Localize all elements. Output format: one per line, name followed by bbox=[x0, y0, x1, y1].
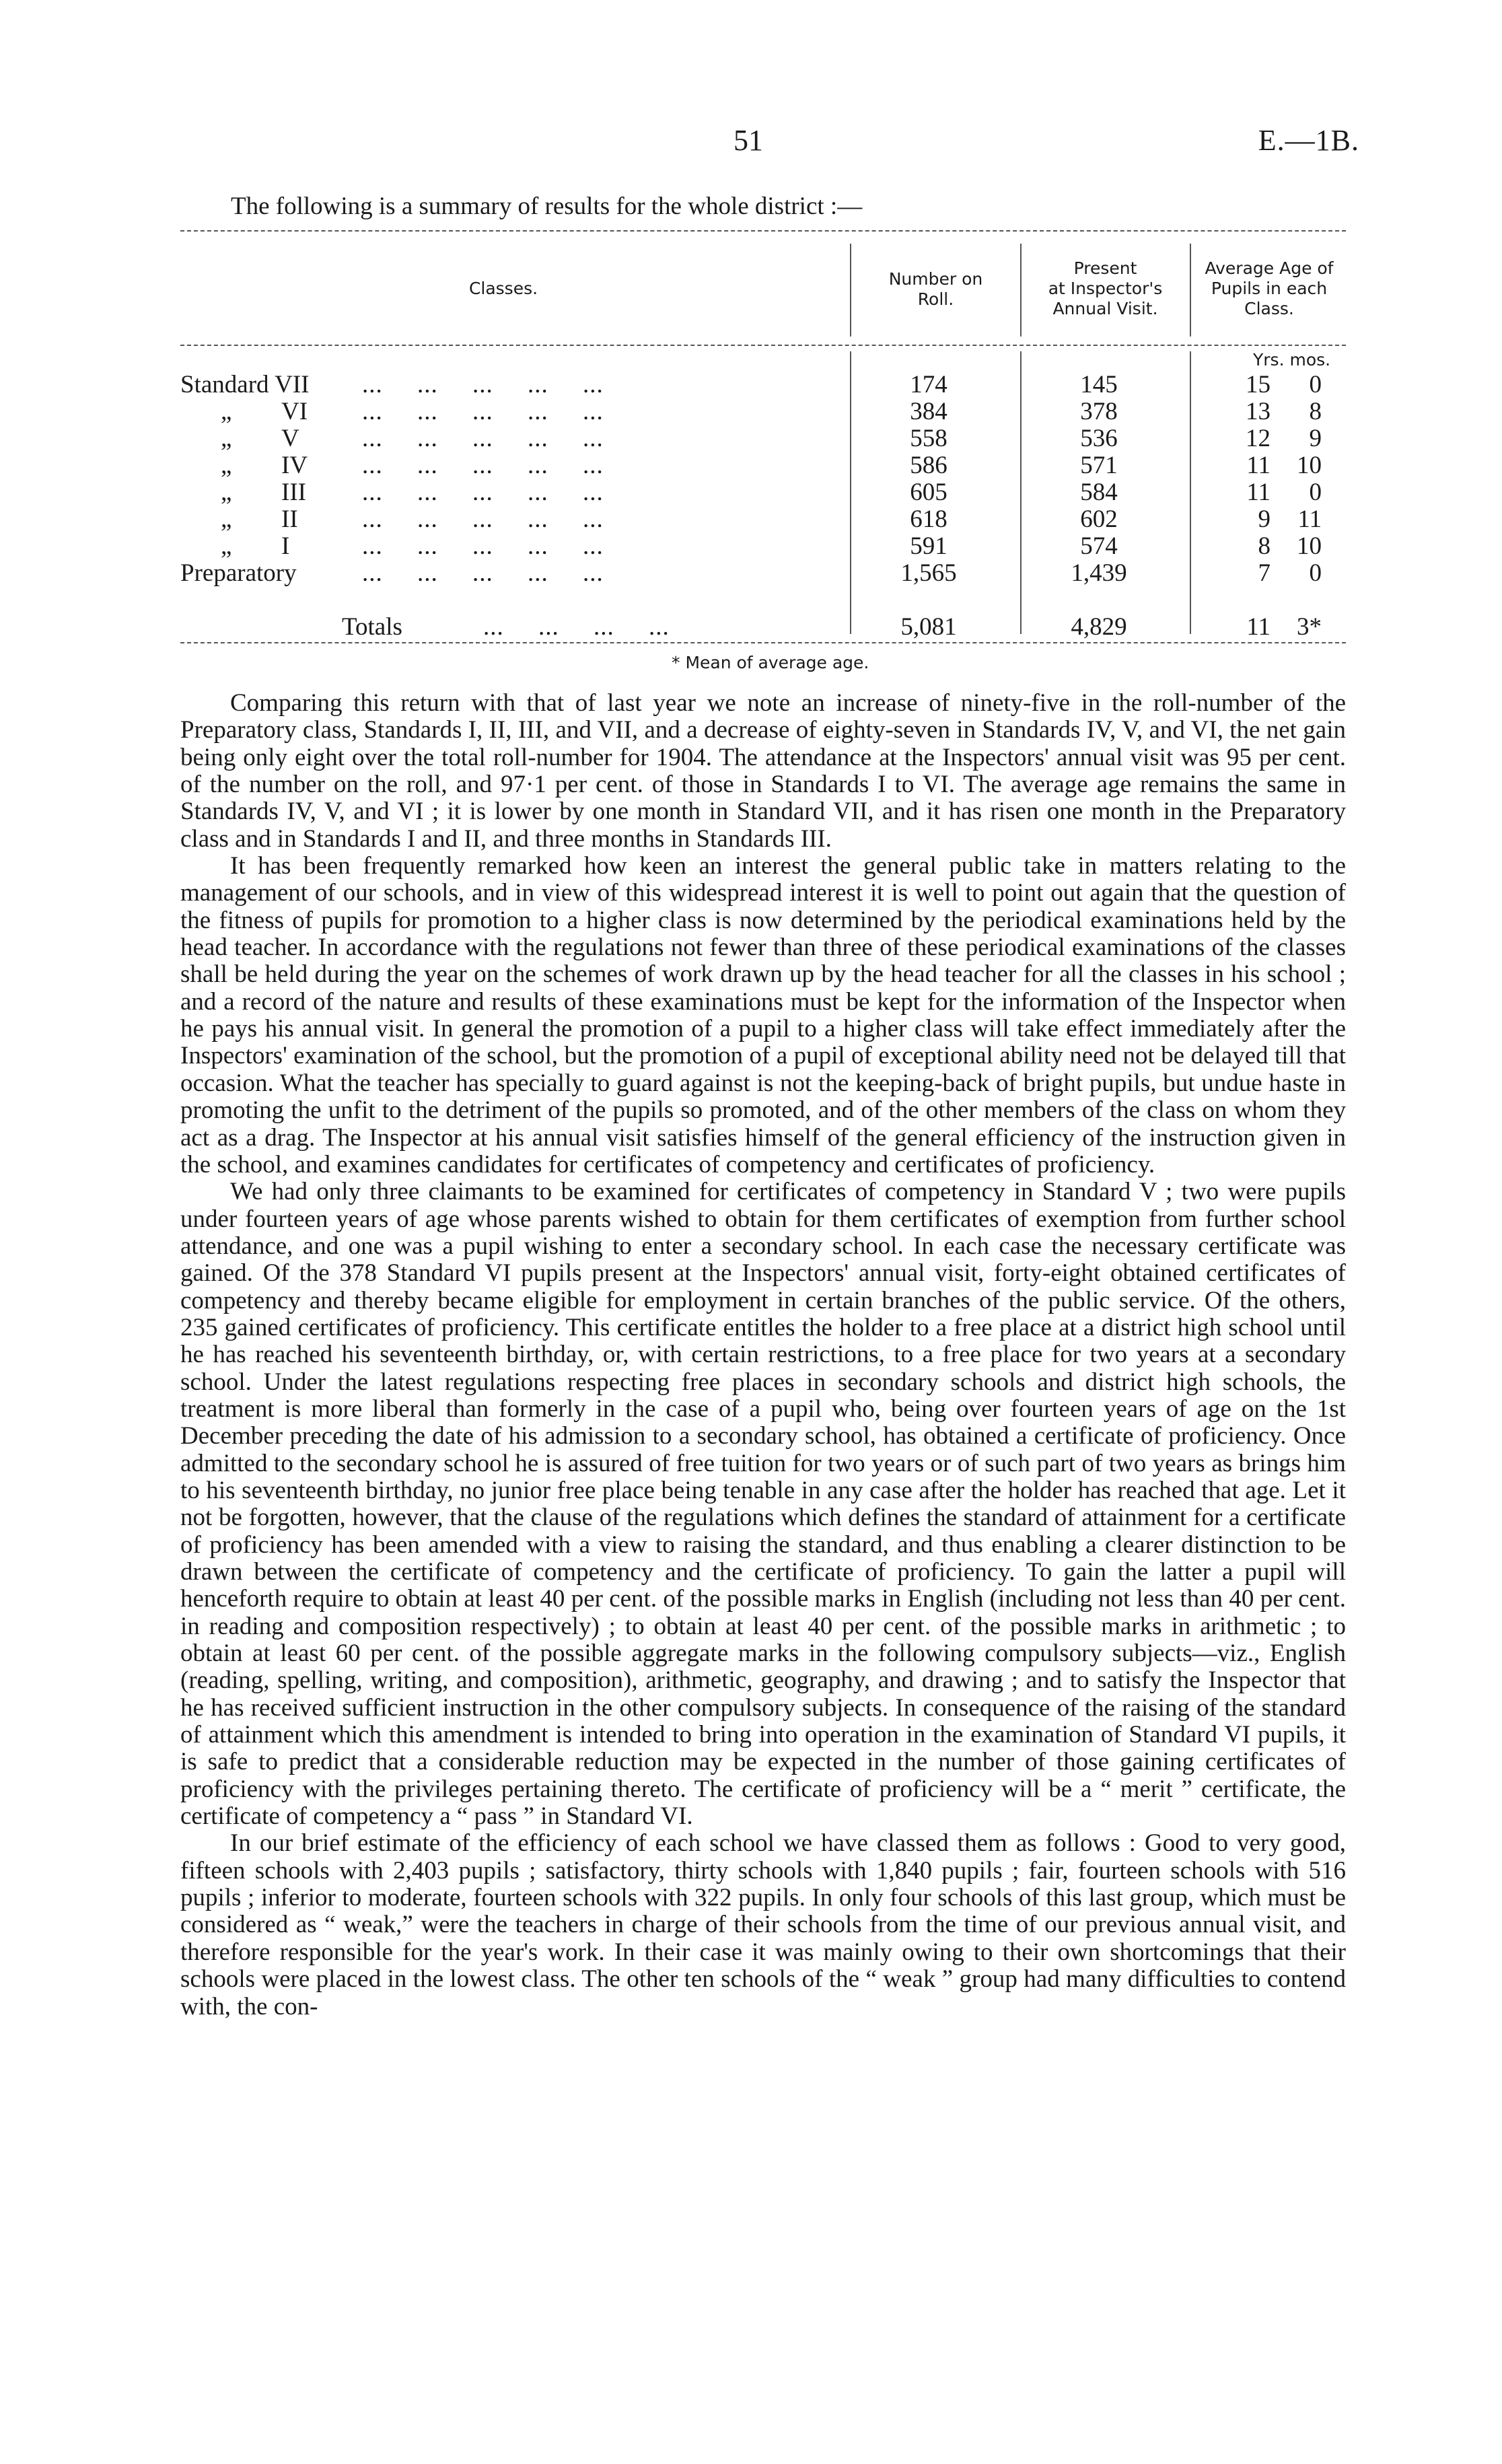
leader-dots: ... ... ... ... ... bbox=[362, 371, 604, 398]
ditto-mark: „ bbox=[221, 452, 232, 479]
ditto-mark: „ bbox=[221, 398, 232, 425]
ditto-mark: „ bbox=[221, 479, 232, 506]
age-months: 8 bbox=[1309, 398, 1322, 425]
header-divider bbox=[850, 244, 851, 337]
header-classes: Classes. bbox=[468, 279, 538, 298]
ditto-mark: „ bbox=[221, 532, 232, 560]
leader-dots: ... ... ... ... ... bbox=[362, 479, 604, 506]
table-row bbox=[180, 451, 1346, 478]
age-months: 10 bbox=[1297, 452, 1322, 479]
present-number: 602 bbox=[1080, 505, 1118, 533]
age-years: 13 bbox=[1246, 398, 1271, 425]
roll-number: 558 bbox=[910, 425, 947, 452]
age-years: 7 bbox=[1258, 559, 1271, 587]
roll-number: 1,565 bbox=[900, 559, 957, 587]
standard-numeral: III bbox=[281, 479, 306, 506]
standard-numeral: I bbox=[281, 532, 290, 560]
roll-number: 174 bbox=[910, 371, 947, 398]
present-number: 378 bbox=[1080, 398, 1118, 425]
age-years: 9 bbox=[1258, 505, 1271, 533]
age-years: 8 bbox=[1258, 532, 1271, 560]
mean-age-years: 11 bbox=[1246, 613, 1271, 641]
table-footnote: * Mean of average age. bbox=[672, 653, 869, 672]
leader-dots: ... ... ... ... ... bbox=[362, 532, 604, 560]
total-roll: 5,081 bbox=[900, 613, 957, 641]
ditto-mark: „ bbox=[221, 425, 232, 452]
class-label: Preparatory bbox=[180, 559, 297, 587]
leader-dots: ... ... ... ... ... bbox=[362, 425, 604, 452]
leader-dots: ... ... ... ... ... bbox=[362, 398, 604, 425]
present-number: 571 bbox=[1080, 452, 1118, 479]
paragraph: We had only three claimants to be examined for certificates of competency in Standard V ; two were pupils under fourteen years of age whose parents wished to obtain for them certificates of exemption from further school attendance, and one was a pupil wishing to enter a secondary school. In each case the necessary certificate was gained. Of the 378 Standard VI pupils present at the Inspectors' annual visit, forty-eight obtained certificates of competency and thereby became eligible for employment in certain branches of the public service. Of the others, 235 gained certificates of proficiency. This certificate entitles the holder to a free place at a district high school until he has reached his seventeenth birthday, or, with certain restrictions, to a free place for two years at a secondary school. Under the latest regulations respecting free places in secondary schools and district high schools, the treatment is more liberal than formerly in the case of a pupil who, being over fourteen years of age on the 1st December preceding the date of his admission to a secondary school, has obtained a certificate of proficiency. Once admitted to the secondary school he is assured of free tuition for two years or of such part of two years as brings him to his seventeenth birthday, no junior free place being tenable in any case after the holder has reached that age. Let it not be forgotten, however, that the clause of the regulations which defines the standard of attainment for a certificate of proficiency has been amended with a view to raising the standard, and thus enabling a clearer distinction to be drawn between the certificate of competency and the certificate of proficiency. To gain the latter a pupil will henceforth require to obtain at least 40 per cent. of the possible marks in English (including not less than 40 per cent. in reading and composition respectively) ; to obtain at least 40 per cent. of the possible marks in arithmetic ; to obtain at least 60 per cent. of the possible aggregate marks in the following compulsory subjects—viz., English (reading, spelling, writing, and composition), arithmetic, geography, and drawing ; and to satisfy the Inspector that he has received sufficient instruction in the other compulsory subjects. In consequence of the raising of the standard of attainment which this amendment is intended to bring into operation in the examination of Standard VI pupils, it is safe to predict that a considerable reduction may be expected in the number of those gaining certificates of proficiency with the privileges pertaining thereto. The certificate of proficiency will be a “ merit ” certificate, the certificate of competency a “ pass ” in Standard VI. bbox=[180, 1178, 1346, 1831]
total-present: 4,829 bbox=[1071, 613, 1127, 641]
header-present-line: at Inspector's bbox=[1048, 279, 1163, 298]
paragraph: Comparing this return with that of last year we note an increase of ninety-five in the roll-number of the Preparatory class, Standards I, II, III, and VII, and a decrease of eighty-seven in Standards IV, V, and VI, the net gain being only eight over the total roll-number for 1904. The attendance at the Inspectors' annual visit was 95 per cent. of the number on the roll, and 97·1 per cent. of those in Standards I to VI. The average age remains the same in Standards IV, V, and VI ; it is lower by one month in Standard VII, and it has risen one month in the Preparatory class and in Standards I and II, and three months in Standards III. bbox=[180, 689, 1346, 853]
age-units: Yrs. mos. bbox=[1253, 350, 1331, 369]
roll-number: 586 bbox=[910, 452, 947, 479]
document-code: E.—1B. bbox=[1258, 124, 1359, 157]
ditto-mark: „ bbox=[221, 505, 232, 533]
age-years: 15 bbox=[1246, 371, 1271, 398]
table-intro: The following is a summary of results for the whole district :— bbox=[231, 192, 863, 220]
paragraph: In our brief estimate of the efficiency of each school we have classed them as follows : Good to very good, fifteen schools with 2,403 pupils ; satisfactory, thirty schools with 1,840 pupils ; fair, fourteen schools with 516 pupils ; inferior to moderate, fourteen schools with 322 pupils. In only four schools of this last group, which must be considered as “ weak,” were the teachers in charge of their schools from the time of our previous annual visit, and therefore responsible for the year's work. In their case it was mainly owing to their own shortcomings that their schools were placed in the lowest class. The other ten schools of the “ weak ” group had many difficulties to contend with, the con- bbox=[180, 1829, 1346, 2020]
age-months: 11 bbox=[1297, 505, 1322, 533]
present-number: 1,439 bbox=[1071, 559, 1127, 587]
page-number: 51 bbox=[734, 124, 763, 157]
totals-label: Totals bbox=[342, 613, 402, 641]
table-row bbox=[180, 397, 1346, 424]
standard-numeral: V bbox=[281, 425, 299, 452]
standard-numeral: VI bbox=[281, 398, 308, 425]
header-age-line: Average Age of bbox=[1205, 258, 1334, 278]
table-row bbox=[180, 532, 1346, 559]
roll-number: 384 bbox=[910, 398, 947, 425]
leader-dots: ... ... ... ... ... bbox=[362, 452, 604, 479]
header-age-line: Class. bbox=[1244, 299, 1294, 318]
standard-numeral: IV bbox=[281, 452, 308, 479]
class-label: Standard VII bbox=[180, 371, 310, 398]
header-age-line: Pupils in each bbox=[1211, 279, 1328, 298]
age-years: 12 bbox=[1246, 425, 1271, 452]
table-top-rule bbox=[180, 230, 1346, 232]
header-divider bbox=[1020, 244, 1022, 337]
present-number: 584 bbox=[1080, 479, 1118, 506]
leader-dots: ... ... ... ... bbox=[483, 613, 670, 641]
standard-numeral: II bbox=[281, 505, 298, 533]
age-years: 11 bbox=[1246, 479, 1271, 506]
header-roll bbox=[853, 269, 1018, 310]
present-number: 145 bbox=[1080, 371, 1118, 398]
header-average-age bbox=[1192, 258, 1346, 319]
leader-dots: ... ... ... ... ... bbox=[362, 505, 604, 533]
present-number: 574 bbox=[1080, 532, 1118, 560]
roll-number: 618 bbox=[910, 505, 947, 533]
table-row bbox=[180, 478, 1346, 505]
header-present-line: Annual Visit. bbox=[1052, 299, 1158, 318]
body-text bbox=[180, 690, 1346, 2020]
header-divider bbox=[1190, 244, 1191, 337]
header-present-line: Present bbox=[1073, 258, 1137, 278]
table-row bbox=[180, 505, 1346, 532]
age-months: 10 bbox=[1297, 532, 1322, 560]
age-months: 0 bbox=[1309, 559, 1322, 587]
header-roll-line: Number on bbox=[888, 269, 983, 289]
table-row bbox=[180, 559, 1346, 586]
totals-row bbox=[180, 612, 1346, 639]
table-row bbox=[180, 370, 1346, 397]
age-months: 9 bbox=[1309, 425, 1322, 452]
roll-number: 605 bbox=[910, 479, 947, 506]
age-months: 0 bbox=[1309, 371, 1322, 398]
header-present bbox=[1023, 258, 1188, 319]
leader-dots: ... ... ... ... ... bbox=[362, 559, 604, 587]
age-months: 0 bbox=[1309, 479, 1322, 506]
header-roll-line: Roll. bbox=[917, 289, 954, 309]
table-row bbox=[180, 424, 1346, 451]
paragraph: It has been frequently remarked how keen an interest the general public take in matters relating to the management of our schools, and in view of this widespread interest it is well to point out again that the question of the fitness of pupils for promotion to a higher class is now determined by the periodical examinations held by the head teacher. In accordance with the regulations not fewer than three of these periodical examinations of the classes shall be held during the year on the schemes of work drawn up by the head teacher for all the classes in his school ; and a record of the nature and results of these examinations must be kept for the information of the Inspector when he pays his annual visit. In general the promotion of a pupil to a higher class will take effect immediately after the Inspectors' examination of the school, but the promotion of a pupil of exceptional ability need not be delayed till that occasion. What the teacher has specially to guard against is not the keeping-back of bright pupils, but undue haste in promoting the unfit to the detriment of the pupils so promoted, and of the other members of the class on whom they act as a drag. The Inspector at his annual visit satisfies himself of the general efficiency of the instruction given in the school, and examines candidates for certificates of competency and certificates of proficiency. bbox=[180, 852, 1346, 1178]
present-number: 536 bbox=[1080, 425, 1118, 452]
mean-age-months: 3* bbox=[1297, 613, 1322, 641]
roll-number: 591 bbox=[910, 532, 947, 560]
header-bottom-rule bbox=[180, 345, 1346, 346]
table-bottom-rule bbox=[180, 642, 1346, 643]
age-years: 11 bbox=[1246, 452, 1271, 479]
